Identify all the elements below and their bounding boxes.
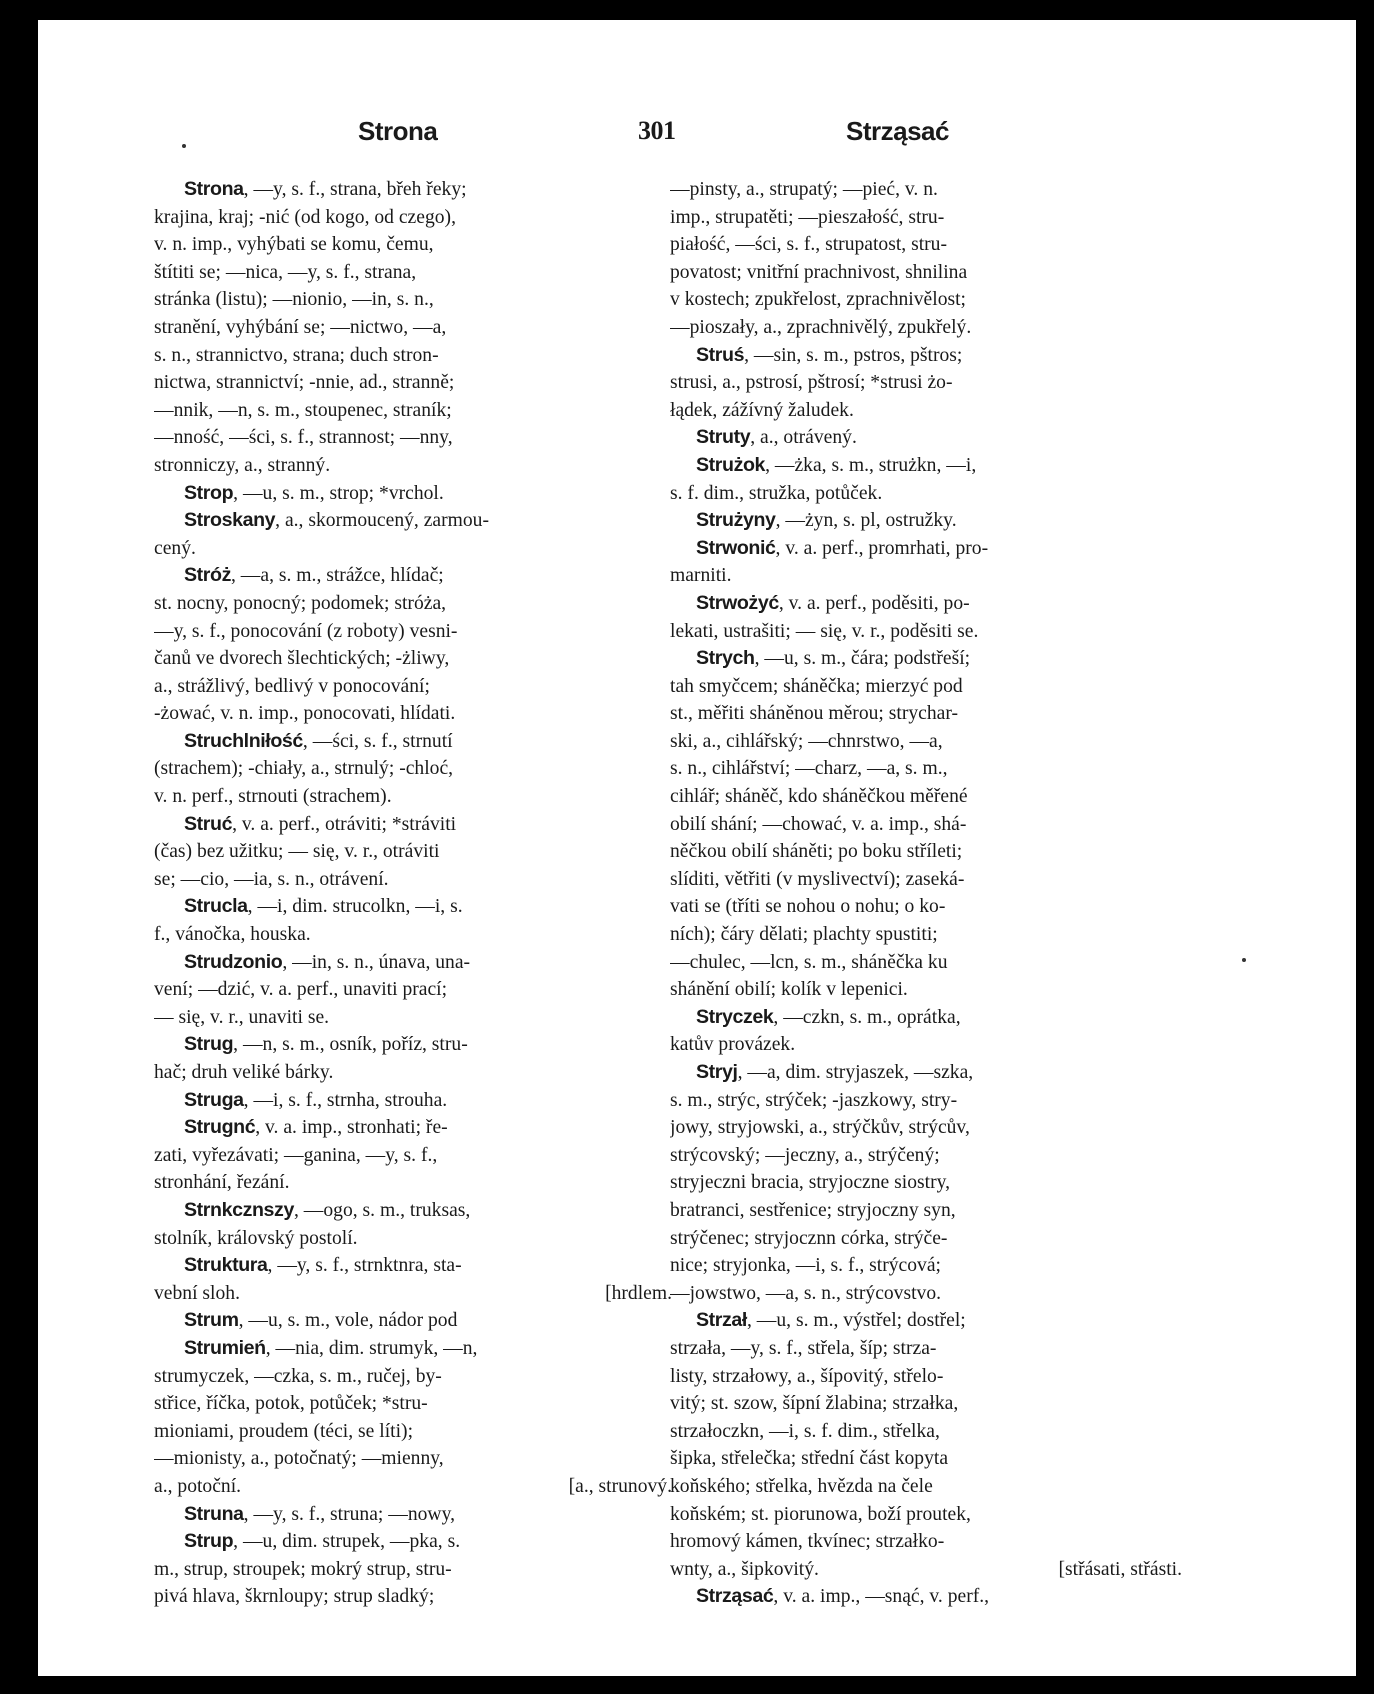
entry-headword-line: Strucla, —i, dim. strucolkn, —i, s.: [184, 895, 463, 918]
entry-headword-line: Struś, —sin, s. m., pstros, pštros;: [696, 343, 963, 366]
entry-line: strusi, a., pstrosí, pštrosí; *strusi żo-: [670, 372, 953, 394]
headword: Strumień: [184, 1336, 266, 1359]
entry-line: něčkou obilí sháněti; po boku stříleti;: [670, 841, 963, 863]
entry-headword-line: Struna, —y, s. f., struna; —nowy,: [184, 1502, 455, 1525]
entry-headword-line: Struć, v. a. perf., otráviti; *stráviti: [184, 812, 457, 835]
entry-line: strzała, —y, s. f., střela, šíp; strza-: [670, 1337, 937, 1359]
entry-line: strýčenec; stryjocznn córka, strýče-: [670, 1227, 948, 1249]
entry-line: hač; druh veliké bárky.: [154, 1062, 334, 1083]
entry-headword-line: Strwożyć, v. a. perf., poděsiti, po-: [696, 591, 970, 614]
entry-line: stranění, vyhýbání se; —nictwo, —a,: [154, 316, 447, 338]
entry-headword-line: Struty, a., otrávený.: [696, 426, 857, 449]
headword: Strum: [184, 1309, 239, 1332]
entry-line: listy, strzałowy, a., šípovitý, střelo-: [670, 1365, 944, 1387]
entry-line: strzałoczkn, —i, s. f. dim., střelka,: [670, 1420, 940, 1442]
entry-headword-line: Strużyny, —żyn, s. pl, ostružky.: [696, 509, 957, 532]
entry-headword-line: Strumień, —nia, dim. strumyk, —n,: [184, 1336, 478, 1359]
entry-line: mioniami, proudem (téci, se líti);: [154, 1420, 414, 1442]
entry-line: f., vánočka, houska.: [154, 924, 311, 946]
entry-line: stolník, královský postolí.: [154, 1227, 358, 1249]
headword: Struś: [696, 343, 745, 366]
entry-line: [střásati, střásti. wnty, a., šipkovitý.: [670, 1556, 1182, 1584]
headword: Strwonić: [696, 536, 776, 559]
entry-line: se; —cio, —ia, s. n., otrávení.: [154, 868, 389, 890]
entry-line: slíditi, větřiti (v myslivectví); zaseká-: [670, 868, 965, 890]
print-speck: [182, 144, 186, 148]
entry-line: a., strážlivý, bedlivý v ponocování;: [154, 675, 430, 697]
headword: Stróż: [184, 564, 231, 587]
entry-line: [hrdlem. vební sloh.: [154, 1280, 672, 1308]
entry-line: stryjeczni bracia, stryjoczne siostry,: [670, 1172, 951, 1194]
entry-line: vati se (tříti se nohou o nohu; o ko-: [670, 896, 946, 918]
headword: Struć: [184, 812, 233, 835]
left-column: [154, 176, 672, 1611]
entry-line: —pioszały, a., zprachnivělý, zpukřelý.: [670, 316, 972, 338]
headword: Strwożyć: [696, 591, 779, 614]
headword: Strzał: [696, 1309, 747, 1332]
entry-line: shánění obilí; kolík v lepenici.: [670, 979, 908, 1001]
headword: Strona: [184, 178, 244, 200]
entry-headword-line: Strząsać, v. a. imp., —snąć, v. perf.,: [696, 1585, 990, 1608]
headword: Struty: [696, 426, 751, 449]
right-column: [670, 176, 1182, 1611]
entry-line: koňském; st. piorunowa, boží proutek,: [670, 1503, 971, 1525]
headword: Strych: [696, 647, 755, 670]
entry-headword-line: Struktura, —y, s. f., strnktnra, sta-: [184, 1254, 462, 1277]
entry-headword-line: Strum, —u, s. m., vole, nádor pod: [184, 1309, 458, 1332]
entry-line: s. n., strannictvo, strana; duch stron-: [154, 344, 439, 366]
entry-line: — się, v. r., unaviti se.: [154, 1006, 330, 1028]
entry-headword-line: Strnkcznszy, —ogo, s. m., truksas,: [184, 1198, 471, 1221]
entry-line: vitý; st. szow, šípní žlabina; strzałka,: [670, 1393, 959, 1415]
entry-line: strýcovský; —jeczny, a., strýčený;: [670, 1144, 940, 1166]
entry-line: —jowstwo, —a, s. n., strýcovstvo.: [670, 1282, 942, 1304]
entry-line: nictwa, strannictví; -nnie, ad., stranně;: [154, 372, 455, 394]
entry-line: střice, říčka, potok, potůček; *stru-: [154, 1393, 428, 1415]
entry-line: tah smyčcem; sháněčka; mierzyć pod: [670, 675, 963, 697]
headword: Strużok: [696, 453, 766, 476]
entry-line: jowy, stryjowski, a., strýčkův, strýcův,: [670, 1117, 970, 1139]
entry-runover: [a., strunový.: [568, 1475, 672, 1497]
entry-line: čanů ve dvorech šlechtických; -żliwy,: [154, 648, 450, 670]
entry-runover: [střásati, střásti.: [1058, 1558, 1182, 1580]
entry-line: cihlář; sháněč, kdo sháněčkou měřené: [670, 786, 968, 808]
entry-headword-line: Strop, —u, s. m., strop; *vrchol.: [184, 481, 444, 504]
entry-headword-line: Strzał, —u, s. m., výstřel; dostřel;: [696, 1309, 966, 1332]
entry-headword-line: Strudzonio, —in, s. n., únava, una-: [184, 950, 471, 973]
entry-line: (čas) bez užitku; — się, v. r., otráviti: [154, 841, 440, 863]
entry-line: —y, s. f., ponocování (z roboty) vesni-: [154, 620, 458, 642]
headword: Stroskany: [184, 509, 276, 532]
entry-line: ních); čáry dělati; plachty spustiti;: [670, 924, 938, 946]
headword: Strucla: [184, 895, 248, 918]
entry-line: štítiti se; —nica, —y, s. f., strana,: [154, 261, 417, 283]
entry-line: ski, a., cihlářský; —chnrstwo, —a,: [670, 730, 943, 752]
entry-line: st., měřiti sháněnou měrou; strychar-: [670, 703, 958, 725]
entry-line: bratranci, sestřenice; stryjoczny syn,: [670, 1199, 956, 1221]
entry-headword-line: Stróż, —a, s. m., strážce, hlídač;: [184, 564, 444, 587]
entry-line: šipka, střelečka; střední část kopyta: [670, 1448, 949, 1470]
entry-line: lekati, ustrašiti; — się, v. r., poděsiti se.: [670, 620, 979, 642]
entry-line: imp., strupatěti; —pieszałość, stru-: [670, 206, 945, 228]
entry-headword-line: Strwonić, v. a. perf., promrhati, pro-: [696, 536, 989, 559]
entry-headword-line: Struga, —i, s. f., strnha, strouha.: [184, 1088, 448, 1111]
entry-headword-line: Stryj, —a, dim. stryjaszek, —szka,: [696, 1061, 974, 1083]
entry-headword-line: Strugnć, v. a. imp., stronhati; ře-: [184, 1116, 448, 1139]
entry-line: koňského; střelka, hvězda na čele: [670, 1475, 933, 1497]
entry-line: —mionisty, a., potočnatý; —mienny,: [154, 1448, 444, 1470]
headword: Struna: [184, 1502, 244, 1525]
running-head-right: Strząsać: [846, 116, 949, 146]
entry-line: —nność, —ści, s. f., strannost; —nny,: [154, 427, 453, 449]
entry-line: vení; —dzić, v. a. perf., unaviti prací;: [154, 979, 448, 1001]
page-number: 301: [638, 116, 676, 145]
entry-line: (strachem); -chiały, a., strnulý; -chloć,: [154, 758, 454, 780]
entry-line: st. nocny, ponocný; podomek; stróża,: [154, 592, 447, 614]
entry-line: —pinsty, a., strupatý; —pieć, v. n.: [670, 179, 938, 200]
entry-line: obilí shání; —chować, v. a. imp., shá-: [670, 813, 967, 835]
entry-line: strumyczek, —czka, s. m., ručej, by-: [154, 1365, 442, 1387]
entry-line: —chulec, —lcn, s. m., sháněčka ku: [670, 951, 948, 973]
entry-line: stronhání, řezání.: [154, 1172, 290, 1194]
running-head-left: Strona: [358, 116, 438, 146]
headword: Strug: [184, 1033, 234, 1056]
entry-line: piałość, —ści, s. f., strupatost, stru-: [670, 234, 948, 256]
entry-headword-line: Strych, —u, s. m., čára; podstřeší;: [696, 647, 971, 670]
entry-headword-line: Strona, —y, s. f., strana, břeh řeky;: [184, 178, 467, 200]
entry-line: v. n. imp., vyhýbati se komu, čemu,: [154, 234, 434, 256]
headword: Strup: [184, 1530, 234, 1553]
entry-line: łądek, zážívný žaludek.: [670, 399, 854, 421]
dictionary-page: [38, 20, 1356, 1676]
entry-line: s. f. dim., stružka, potůček.: [670, 482, 883, 504]
headword: Strugnć: [184, 1116, 256, 1139]
headword: Strząsać: [696, 1585, 774, 1608]
headword: Struga: [184, 1088, 244, 1111]
entry-line: hromový kámen, tkvínec; strzałko-: [670, 1531, 945, 1553]
entry-line: stránka (listu); —nionio, —in, s. n.,: [154, 289, 434, 311]
entry-headword-line: Stroskany, a., skormoucený, zarmou-: [184, 509, 489, 532]
entry-line: zati, vyřezávati; —ganina, —y, s. f.,: [154, 1144, 438, 1166]
entry-line: s. m., strýc, strýček; -jaszkowy, stry-: [670, 1089, 958, 1111]
entry-headword-line: Strup, —u, dim. strupek, —pka, s.: [184, 1530, 461, 1553]
entry-line: s. n., cihlářství; —charz, —a, s. m.,: [670, 758, 948, 780]
entry-line: nice; stryjonka, —i, s. f., strýcová;: [670, 1255, 941, 1277]
entry-headword-line: Strug, —n, s. m., osník, poříz, stru-: [184, 1033, 468, 1056]
entry-line: krajina, kraj; -nić (od kogo, od czego),: [154, 206, 456, 228]
entry-line: v kostech; zpukřelost, zprachnivělost;: [670, 289, 967, 311]
headword: Strop: [184, 481, 234, 504]
headword: Stryj: [696, 1061, 738, 1083]
entry-line: povatost; vnitřní prachnivost, shnilina: [670, 261, 968, 283]
headword: Stryczek: [696, 1005, 774, 1028]
entry-runover: [hrdlem.: [605, 1282, 672, 1304]
entry-line: katův provázek.: [670, 1034, 796, 1056]
entry-line: m., strup, stroupek; mokrý strup, stru-: [154, 1558, 452, 1580]
entry-headword-line: Struchlniłość, —ści, s. f., strnutí: [184, 729, 453, 752]
entry-line: marniti.: [670, 565, 732, 587]
print-speck: [1242, 958, 1246, 962]
headword: Struchlniłość: [184, 729, 303, 752]
entry-headword-line: Strużok, —żka, s. m., strużkn, —i,: [696, 453, 977, 476]
headword: Strużyny: [696, 509, 776, 532]
entry-line: -żować, v. n. imp., ponocovati, hlídati.: [154, 703, 456, 725]
entry-line: cený.: [154, 537, 196, 559]
entry-line: —nnik, —n, s. m., stoupenec, straník;: [154, 399, 452, 421]
entry-headword-line: Stryczek, —czkn, s. m., oprátka,: [696, 1005, 961, 1028]
entry-line: [a., strunový. a., potoční.: [154, 1473, 672, 1501]
headword: Struktura: [184, 1254, 268, 1277]
entry-line: pivá hlava, škrnloupy; strup sladký;: [154, 1586, 435, 1608]
headword: Strnkcznszy: [184, 1198, 294, 1221]
headword: Strudzonio: [184, 950, 283, 973]
entry-line: stronniczy, a., stranný.: [154, 454, 331, 476]
entry-line: v. n. perf., strnouti (strachem).: [154, 786, 392, 808]
